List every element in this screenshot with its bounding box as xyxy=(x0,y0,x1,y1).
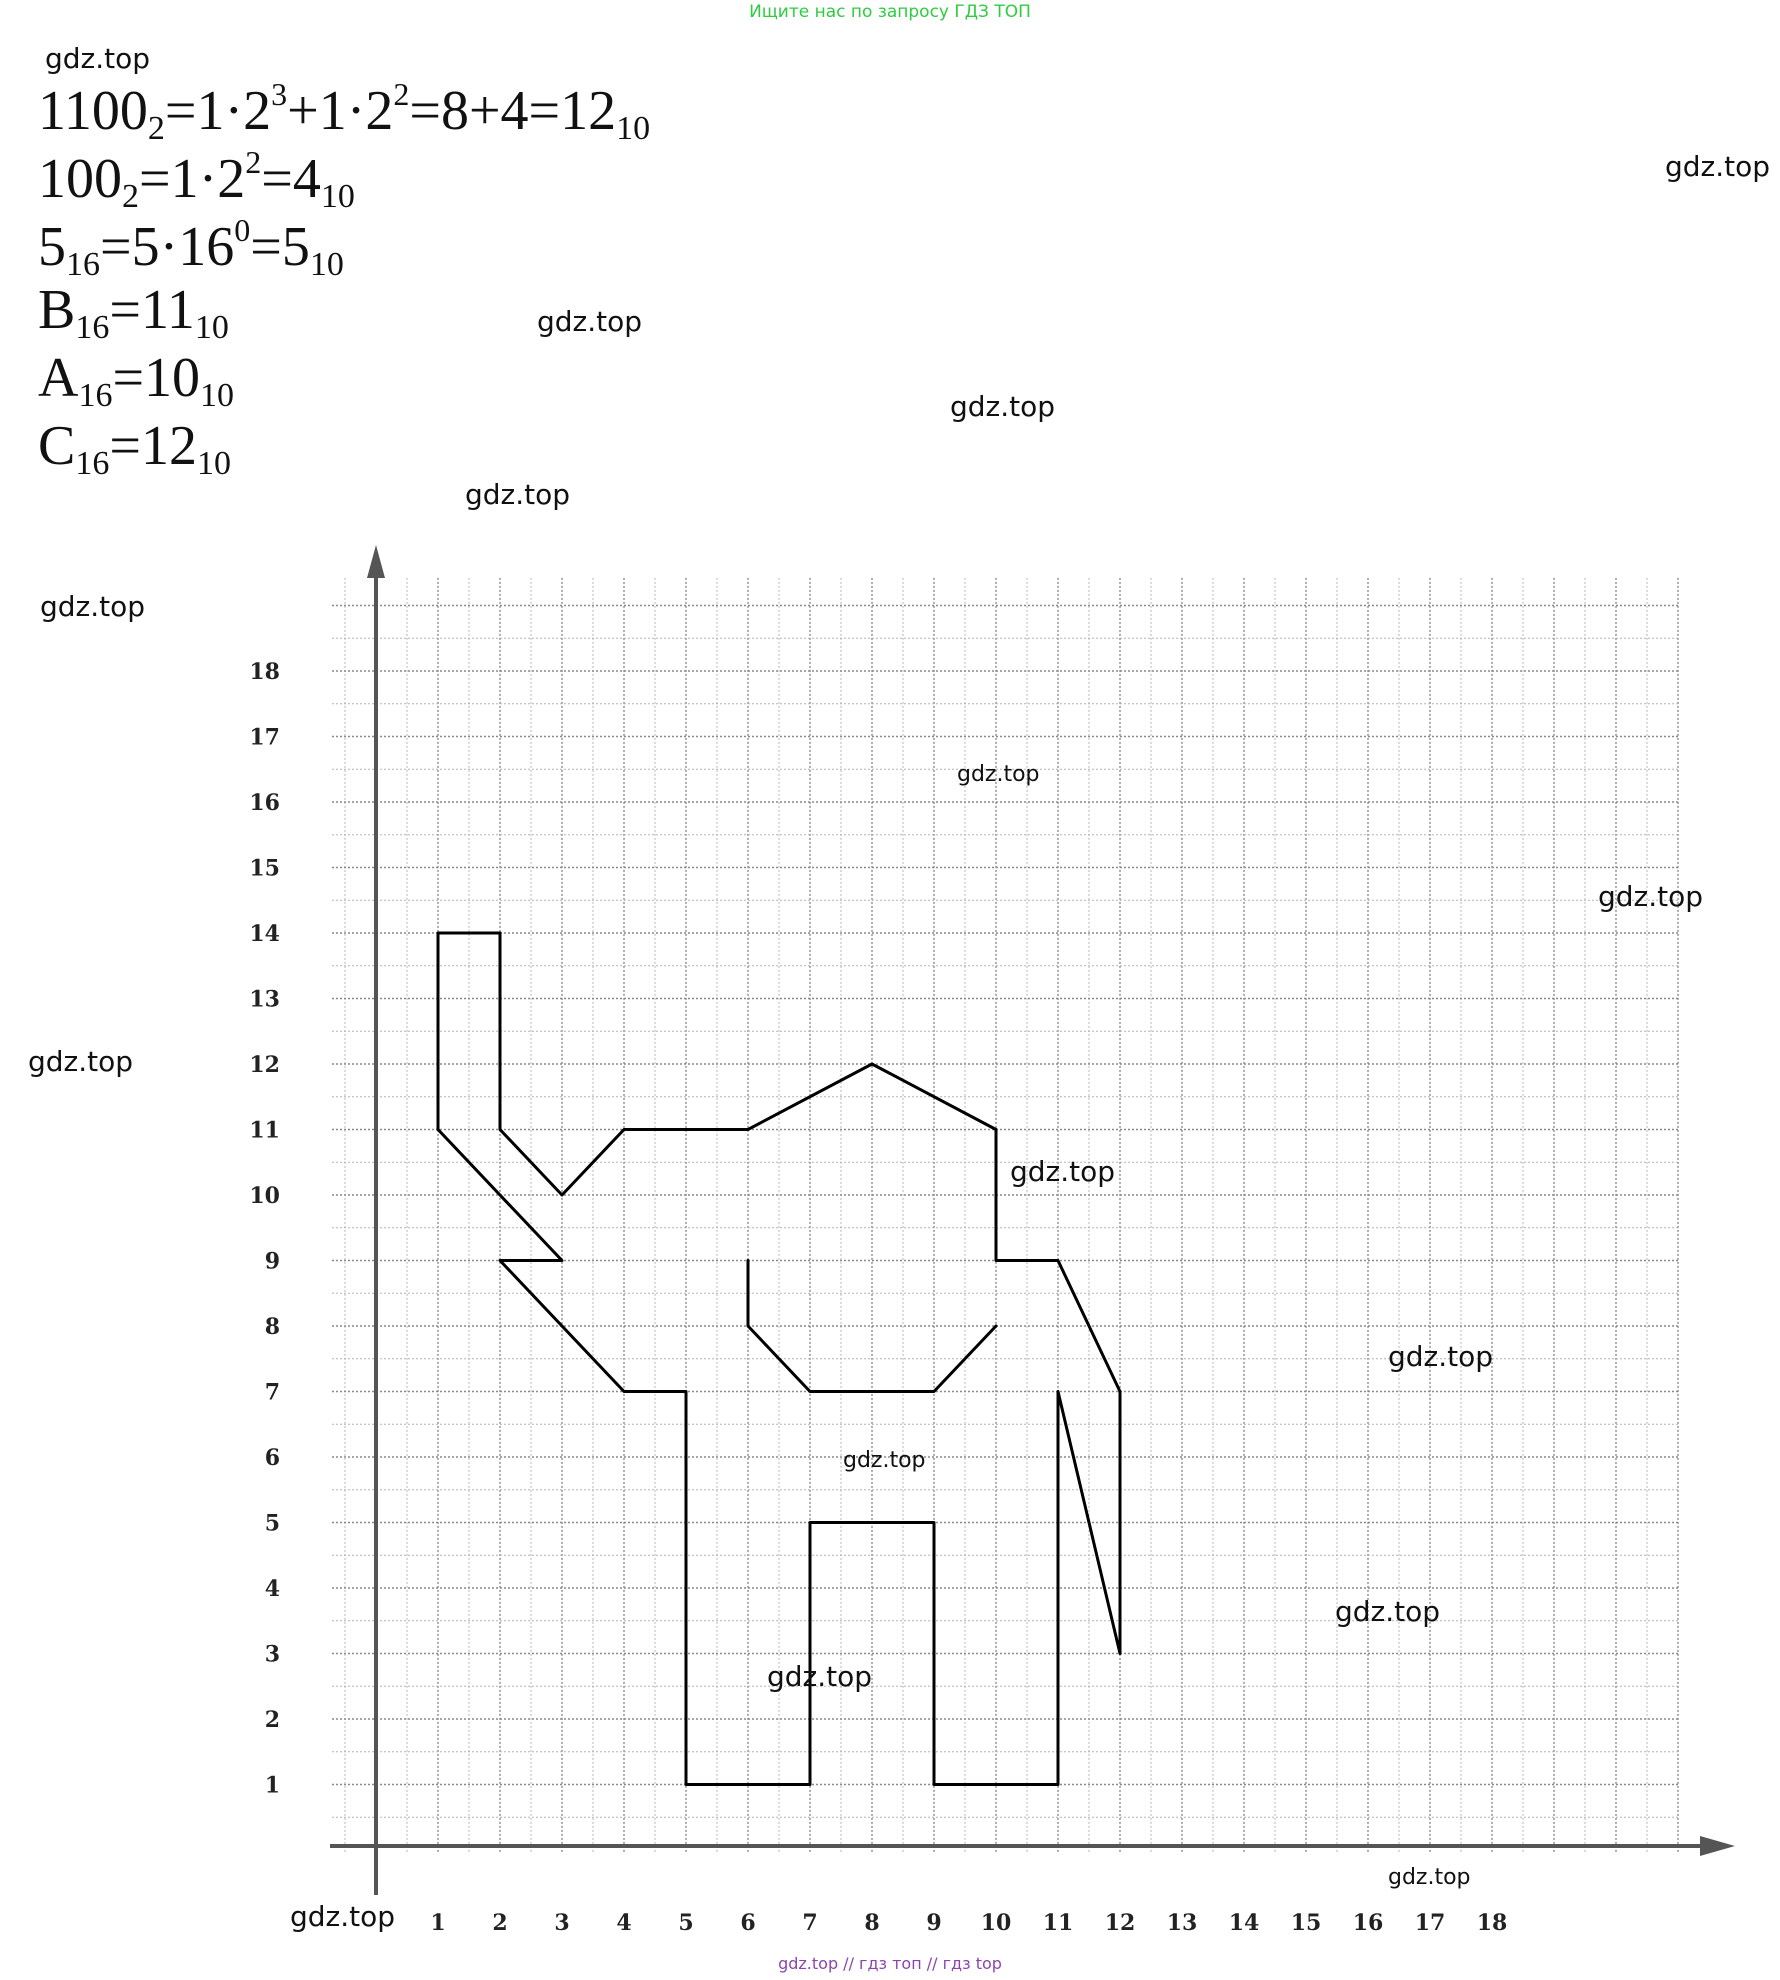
x-tick-label: 13 xyxy=(1166,1910,1198,1936)
y-tick-label: 18 xyxy=(249,659,280,685)
x-tick-label: 10 xyxy=(980,1910,1012,1936)
top-banner[interactable]: Ищите нас по запросу ГДЗ ТОП xyxy=(749,2,1031,22)
y-tick-label: 6 xyxy=(264,1445,280,1471)
equation-subscript: 16 xyxy=(75,309,110,347)
equation-text: =5 xyxy=(250,216,310,278)
equation-subscript: 2 xyxy=(122,178,139,216)
equation-superscript: 2 xyxy=(393,76,410,112)
equation-subscript: 16 xyxy=(75,445,110,483)
x-tick-label: 9 xyxy=(926,1910,942,1936)
y-tick-label: 2 xyxy=(264,1707,280,1733)
y-tick-label: 15 xyxy=(249,855,280,882)
equation-text: =1·2 xyxy=(164,80,272,142)
equation-text: C xyxy=(38,415,76,477)
watermark-text: gdz.top xyxy=(843,1448,926,1473)
x-tick-label: 18 xyxy=(1476,1910,1508,1936)
equation-text: =10 xyxy=(112,347,201,409)
equation-superscript: 3 xyxy=(271,76,288,112)
y-tick-label: 1 xyxy=(264,1772,280,1799)
y-tick-label: 5 xyxy=(264,1510,280,1537)
equation-text: 1100 xyxy=(38,80,148,142)
equation-text: =4 xyxy=(261,148,321,210)
equation-text: +1·2 xyxy=(287,80,394,142)
equation-text: =12 xyxy=(109,415,197,477)
x-tick-label: 7 xyxy=(802,1910,818,1936)
equation-subscript: 10 xyxy=(320,178,355,216)
equation-subscript: 16 xyxy=(66,246,100,284)
x-tick-label: 8 xyxy=(864,1910,880,1936)
y-tick-label: 8 xyxy=(264,1314,280,1340)
x-axis-arrow xyxy=(1700,1836,1735,1856)
y-tick-label: 11 xyxy=(249,1117,280,1144)
axes xyxy=(330,545,1735,1895)
footer-links[interactable]: gdz.top // гдз топ // гдз top xyxy=(778,1954,1002,1973)
x-tick-label: 4 xyxy=(616,1910,632,1936)
x-tick-label: 11 xyxy=(1042,1910,1074,1936)
equation-subscript: 16 xyxy=(78,377,113,415)
y-tick-label: 13 xyxy=(249,986,280,1013)
equation-text: 100 xyxy=(38,148,122,210)
watermark-text: gdz.top xyxy=(1598,880,1704,913)
x-tick-label: 15 xyxy=(1290,1910,1322,1936)
y-tick-label: 17 xyxy=(249,724,280,751)
x-tick-label: 16 xyxy=(1352,1910,1384,1936)
x-tick-label: 5 xyxy=(678,1910,694,1936)
equation-text: 5 xyxy=(38,216,66,278)
equation-superscript: 2 xyxy=(245,144,262,180)
equation-subscript: 10 xyxy=(309,246,344,284)
y-tick-label: 14 xyxy=(249,921,280,947)
x-tick-label: 6 xyxy=(740,1910,756,1936)
y-tick-label: 3 xyxy=(264,1641,280,1668)
watermark-text: gdz.top xyxy=(767,1660,873,1693)
equation-text: A xyxy=(38,347,79,409)
y-tick-label: 12 xyxy=(249,1052,280,1078)
y-tick-label: 10 xyxy=(249,1183,280,1209)
equation-text: =11 xyxy=(109,279,195,341)
x-tick-label: 12 xyxy=(1104,1910,1136,1936)
y-axis-arrow xyxy=(367,545,385,578)
watermark-text: gdz.top xyxy=(1388,1865,1471,1890)
watermark-text: gdz.top xyxy=(1388,1340,1494,1373)
equation-superscript: 0 xyxy=(234,212,251,248)
equation-text: B xyxy=(38,279,76,341)
watermark-text: gdz.top xyxy=(40,590,146,623)
equation-subscript: 10 xyxy=(196,445,231,483)
y-tick-label: 9 xyxy=(264,1248,280,1275)
watermark-text: gdz.top xyxy=(45,42,151,75)
x-tick-label: 17 xyxy=(1414,1910,1446,1936)
x-tick-label: 2 xyxy=(492,1910,508,1936)
watermark-text: gdz.top xyxy=(537,305,643,338)
watermark-text: gdz.top xyxy=(1335,1595,1441,1628)
watermark-text: gdz.top xyxy=(957,762,1040,787)
y-tick-label: 16 xyxy=(249,790,280,816)
watermark-text: gdz.top xyxy=(28,1045,134,1078)
y-tick-label: 7 xyxy=(264,1379,280,1406)
equation-subscript: 10 xyxy=(616,110,651,148)
equation-text: =5·16 xyxy=(100,216,235,278)
x-tick-label: 3 xyxy=(554,1910,570,1936)
watermark-text: gdz.top xyxy=(290,1900,396,1933)
watermark-text: gdz.top xyxy=(1010,1155,1116,1188)
watermark-text: gdz.top xyxy=(1665,150,1771,183)
equation-text: =1·2 xyxy=(139,148,246,210)
equation-subscript: 2 xyxy=(147,110,165,148)
watermark-text: gdz.top xyxy=(950,390,1056,423)
x-tick-label: 1 xyxy=(430,1910,446,1936)
y-tick-label: 4 xyxy=(264,1576,280,1602)
equation-text: =8+4=12 xyxy=(409,80,617,142)
equation-subscript: 10 xyxy=(194,309,229,347)
watermark-text: gdz.top xyxy=(465,478,571,511)
x-tick-label: 14 xyxy=(1228,1910,1260,1936)
equation-subscript: 10 xyxy=(200,377,235,415)
